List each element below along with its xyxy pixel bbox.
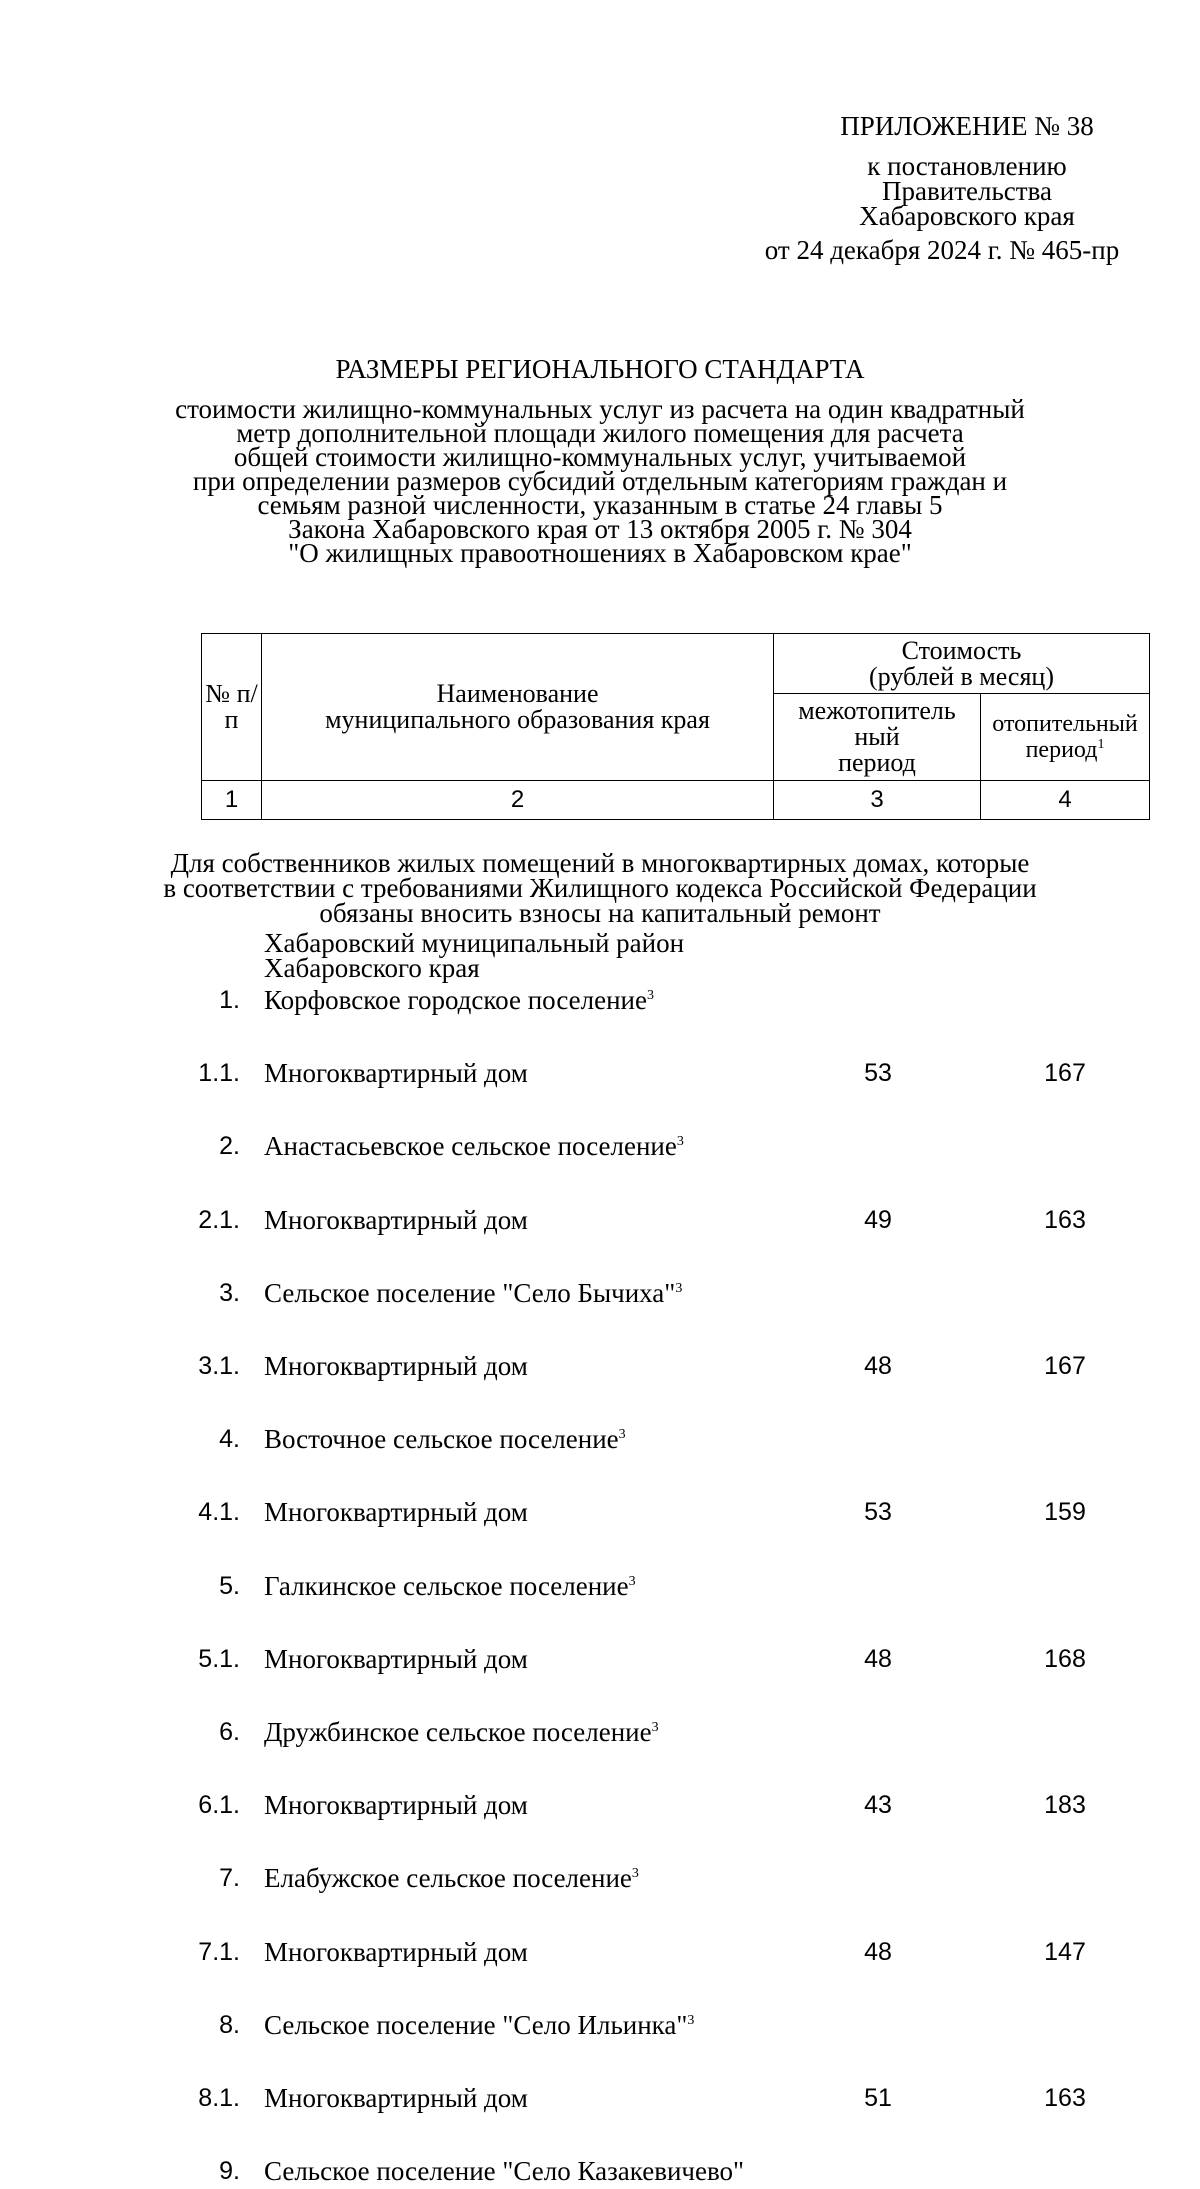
row-name — [264, 2007, 694, 2043]
row-name-text: Многоквартирный дом — [264, 1790, 528, 1820]
section-intro-line: в соответствии с требованиями Жилищного кодекса Российской Федерации — [163, 873, 1037, 903]
interheating-cost: 48 — [864, 1938, 892, 1966]
row-number: 1.1. — [198, 1059, 240, 1087]
district-heading-line: Хабаровского края — [264, 953, 480, 983]
column-header-interheating-line: межотопитель — [798, 696, 956, 725]
title-line: при определении размеров субсидий отдельным категориям граждан и — [192, 466, 1008, 496]
row-name — [264, 2153, 744, 2189]
row-name-text: Многоквартирный дом — [264, 1058, 528, 1088]
section-intro-line: Для собственников жилых помещений в многоквартирных домах, которые — [170, 848, 1030, 878]
interheating-cost: 51 — [864, 2084, 892, 2112]
table-row-settlement — [0, 1860, 1200, 1896]
column-number-3: 3 — [774, 781, 981, 820]
row-name — [264, 2080, 528, 2116]
row-name — [264, 1860, 639, 1896]
row-name — [264, 1421, 626, 1457]
footnote-marker: 3 — [646, 988, 654, 1003]
district-heading-line: Хабаровский муниципальный район — [264, 928, 685, 958]
section-intro-line: обязаны вносить взносы на капитальный ремонт — [319, 898, 881, 928]
title-line: "О жилищных правоотношениях в Хабаровском крае" — [288, 538, 912, 568]
row-number: 2.1. — [198, 1206, 240, 1234]
column-number-1: 1 — [202, 781, 262, 820]
column-header-cost-line: (рублей в месяц) — [869, 661, 1054, 691]
title-line: метр дополнительной площади жилого помещения для расчета — [236, 418, 964, 448]
interheating-cost: 53 — [864, 1498, 892, 1526]
row-number: 8.1. — [198, 2084, 240, 2112]
column-header-interheating-line: ный — [854, 722, 900, 751]
row-number: 3.1. — [198, 1352, 240, 1380]
row-name-text: Сельское поселение "Село Ильинка" — [264, 2010, 688, 2040]
row-number: 4. — [219, 1425, 240, 1453]
table-row-building — [0, 1055, 1200, 1091]
row-name-text: Елабужское сельское поселение — [264, 1863, 632, 1893]
footnote-marker: 3 — [618, 1427, 626, 1442]
row-number: 8. — [219, 2011, 240, 2039]
interheating-cost: 53 — [864, 1059, 892, 1087]
heating-cost: 168 — [1044, 1645, 1086, 1673]
table-row-settlement — [0, 982, 1200, 1018]
table-row-building — [0, 1348, 1200, 1384]
row-name-text: Сельское поселение "Село Бычиха" — [264, 1278, 676, 1308]
row-number: 9. — [219, 2157, 240, 2185]
table-row-settlement — [0, 2007, 1200, 2043]
footnote-marker: 3 — [651, 1720, 659, 1735]
table-row-building — [0, 1641, 1200, 1677]
row-name — [264, 1641, 528, 1677]
title-line: общей стоимости жилищно-коммунальных услуг, учитываемой — [233, 442, 967, 472]
footnote-marker: 3 — [628, 1574, 636, 1589]
footnote-marker: 3 — [676, 1134, 684, 1149]
heating-cost: 159 — [1044, 1498, 1086, 1526]
row-number: 4.1. — [198, 1498, 240, 1526]
heating-cost: 167 — [1044, 1352, 1086, 1380]
column-header-cost-line: Стоимость — [901, 635, 1022, 665]
table-row-building — [0, 1934, 1200, 1970]
table-row-settlement — [0, 2153, 1200, 2189]
footnote-marker: 3 — [631, 1866, 639, 1881]
row-name-text: Многоквартирный дом — [264, 1937, 528, 1967]
row-name-text: Дружбинское сельское поселение — [264, 1717, 652, 1747]
footnote-marker: 3 — [687, 2013, 695, 2028]
title-main: РАЗМЕРЫ РЕГИОНАЛЬНОГО СТАНДАРТА — [335, 354, 865, 384]
heating-cost: 183 — [1044, 1791, 1086, 1819]
interheating-cost: 43 — [864, 1791, 892, 1819]
title-line: семьям разной численности, указанным в статье 24 главы 5 — [257, 490, 943, 520]
government-label: Правительства — [882, 176, 1052, 206]
row-name-text: Многоквартирный дом — [264, 1497, 528, 1527]
row-name — [264, 1275, 682, 1311]
interheating-cost: 49 — [864, 1206, 892, 1234]
row-number: 6.1. — [198, 1791, 240, 1819]
interheating-cost: 48 — [864, 1645, 892, 1673]
table-row-building — [0, 1202, 1200, 1238]
row-number: 6. — [219, 1718, 240, 1746]
row-name — [264, 1202, 528, 1238]
column-header-cost — [774, 634, 1150, 694]
column-number-4: 4 — [981, 781, 1150, 820]
row-name-text: Многоквартирный дом — [264, 2083, 528, 2113]
row-name-text: Многоквартирный дом — [264, 1644, 528, 1674]
footnote-marker: 1 — [1097, 737, 1105, 752]
column-header-interheating — [774, 694, 981, 781]
column-header-heating-text: период — [1025, 737, 1098, 763]
row-number: 1. — [219, 986, 240, 1014]
resolution-date: от 24 декабря 2024 г. № 465-пр — [764, 235, 1120, 265]
heating-cost: 167 — [1044, 1059, 1086, 1087]
row-number: 7. — [219, 1864, 240, 1892]
column-header-heating-line — [981, 737, 1149, 763]
row-name-text: Галкинское сельское поселение — [264, 1571, 629, 1601]
title-line: Закона Хабаровского края от 13 октября 2005 г. № 304 — [288, 514, 912, 544]
column-header-number-text: № п/п — [205, 679, 258, 734]
row-name-text: Многоквартирный дом — [264, 1205, 528, 1235]
resolution-reference: к постановлению — [867, 151, 1067, 181]
table-row-settlement — [0, 1128, 1200, 1164]
row-name — [264, 1055, 528, 1091]
row-number: 5.1. — [198, 1645, 240, 1673]
title-line: стоимости жилищно-коммунальных услуг из расчета на один квадратный — [175, 394, 1025, 424]
row-number: 3. — [219, 1279, 240, 1307]
appendix-number: ПРИЛОЖЕНИЕ № 38 — [840, 111, 1094, 141]
column-header-heating-line: отопительный — [992, 711, 1138, 737]
heating-cost: 147 — [1044, 1938, 1086, 1966]
table-row-settlement — [0, 1568, 1200, 1604]
column-header-name — [262, 634, 774, 781]
row-name-text: Анастасьевское сельское поселение — [264, 1131, 677, 1161]
column-header-name-line: муниципального образования края — [325, 705, 710, 734]
row-name — [264, 1494, 528, 1530]
row-name — [264, 1128, 684, 1164]
interheating-cost: 48 — [864, 1352, 892, 1380]
row-number: 2. — [219, 1132, 240, 1160]
cost-table-header — [201, 633, 1150, 820]
row-name — [264, 982, 654, 1018]
row-name-text: Сельское поселение "Село Казакевичево" — [264, 2156, 745, 2186]
table-row-settlement — [0, 1421, 1200, 1457]
row-name-text: Многоквартирный дом — [264, 1351, 528, 1381]
row-name-text: Восточное сельское поселение — [264, 1424, 619, 1454]
row-name — [264, 1568, 636, 1604]
row-name — [264, 1787, 528, 1823]
row-name — [264, 1934, 528, 1970]
row-number: 5. — [219, 1572, 240, 1600]
heating-cost: 163 — [1044, 1206, 1086, 1234]
column-header-name-line: Наименование — [436, 679, 599, 708]
column-header-interheating-line: период — [838, 748, 916, 777]
row-number: 7.1. — [198, 1938, 240, 1966]
column-header-number — [202, 634, 262, 781]
table-row-building — [0, 2080, 1200, 2116]
region-label: Хабаровского края — [859, 201, 1075, 231]
table-row-building — [0, 1787, 1200, 1823]
table-row-settlement — [0, 1275, 1200, 1311]
column-number-2: 2 — [262, 781, 774, 820]
table-row-building — [0, 1494, 1200, 1530]
table-row-settlement — [0, 1714, 1200, 1750]
row-name — [264, 1348, 528, 1384]
footnote-marker: 3 — [675, 1281, 683, 1296]
row-name — [264, 1714, 659, 1750]
heating-cost: 163 — [1044, 2084, 1086, 2112]
row-name-text: Корфовское городское поселение — [264, 985, 647, 1015]
column-header-heating — [981, 694, 1150, 781]
